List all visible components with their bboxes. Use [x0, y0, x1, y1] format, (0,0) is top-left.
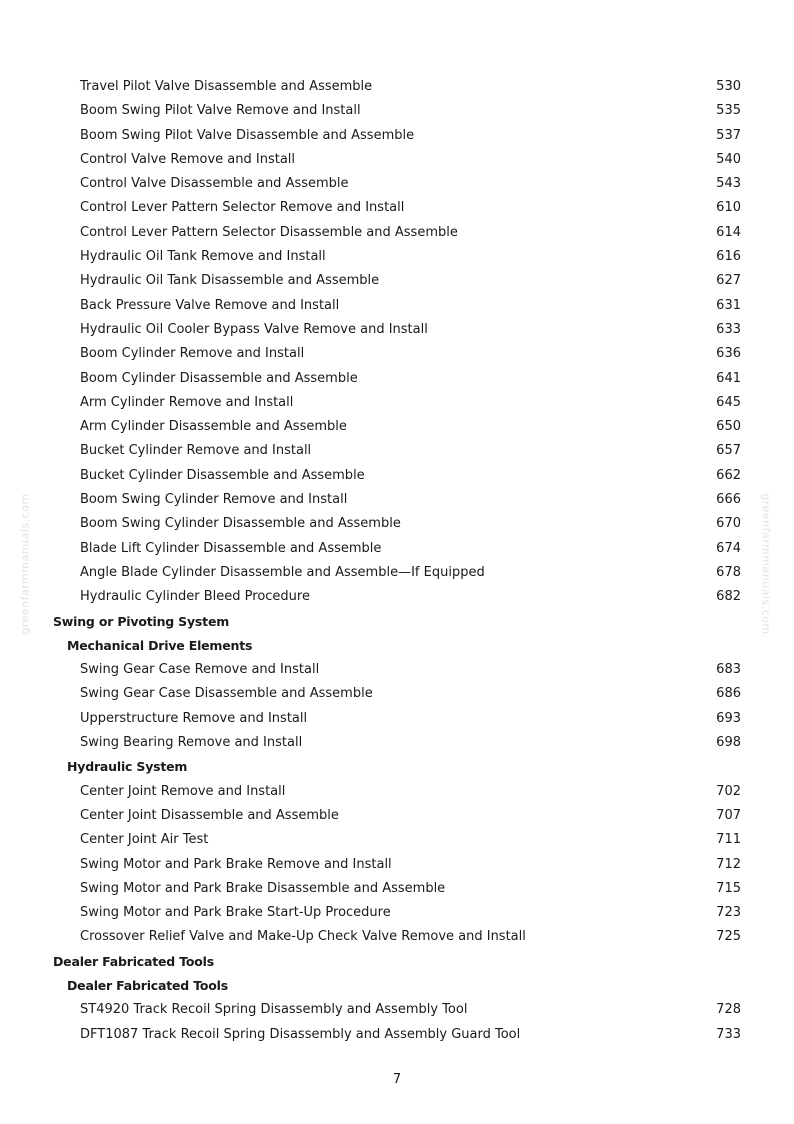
toc-entry[interactable]	[0, 367, 794, 391]
toc-entry-title: Center Joint Disassemble and Assemble	[80, 807, 339, 823]
toc-entry[interactable]	[0, 512, 794, 536]
toc-entry-title: Swing Gear Case Remove and Install	[80, 662, 320, 678]
toc-entry-page: 666	[716, 492, 741, 508]
toc-entry[interactable]	[0, 318, 794, 342]
toc-entry-page: 662	[716, 467, 741, 483]
toc-entry-page: 657	[716, 443, 741, 459]
toc-entry-title: Back Pressure Valve Remove and Install	[80, 297, 340, 313]
toc-entry-title: Bucket Cylinder Remove and Install	[80, 443, 312, 459]
toc-entry-title: Arm Cylinder Disassemble and Assemble	[80, 419, 347, 435]
toc-entry-page: 702	[716, 783, 741, 799]
toc-entry[interactable]	[0, 488, 794, 512]
watermark-right: greenfarmmanuals.com	[759, 493, 773, 635]
toc-entry-title: Upperstructure Remove and Install	[80, 710, 308, 726]
toc-entry-title: Control Lever Pattern Selector Disassemble and Assemble	[80, 224, 458, 240]
toc-entry[interactable]	[0, 342, 794, 366]
toc-subsection-heading[interactable]	[0, 755, 794, 779]
toc-entry[interactable]	[0, 415, 794, 439]
toc-entry[interactable]	[0, 731, 794, 755]
toc-entry-page: 712	[716, 856, 741, 872]
toc-entry[interactable]	[0, 294, 794, 318]
toc-entry[interactable]	[0, 828, 794, 852]
toc-entry-page: 733	[716, 1026, 741, 1042]
toc-entry-title: Angle Blade Cylinder Disassemble and Assemble—If Equipped	[80, 564, 485, 580]
toc-entry-title: Boom Swing Cylinder Remove and Install	[80, 492, 348, 508]
toc-entry[interactable]	[0, 196, 794, 220]
toc-entry[interactable]	[0, 658, 794, 682]
toc-entry-page: 723	[716, 905, 741, 921]
toc-entry-title: Swing Motor and Park Brake Start-Up Procedure	[80, 905, 391, 921]
toc-entry-page: 645	[716, 394, 741, 410]
toc-entry-title: Swing Motor and Park Brake Remove and Install	[80, 856, 392, 872]
toc-entry-page: 683	[716, 662, 741, 678]
toc-entry-page: 540	[716, 151, 741, 167]
toc-entry-title: Center Joint Air Test	[80, 832, 209, 848]
toc-entry-title: Center Joint Remove and Install	[80, 783, 286, 799]
toc-entry-title: Boom Cylinder Remove and Install	[80, 346, 305, 362]
toc-entry-page: 530	[716, 79, 741, 94]
toc-entry-page: 711	[716, 832, 741, 848]
toc-subsection-heading[interactable]	[0, 974, 794, 998]
toc-entry-page: 674	[716, 540, 741, 556]
toc-entry-title: Control Lever Pattern Selector Remove and Install	[80, 200, 405, 216]
table-of-contents	[0, 75, 794, 1047]
toc-entry-title: Hydraulic Oil Tank Disassemble and Assemble	[80, 273, 380, 289]
toc-entry-title: Control Valve Remove and Install	[80, 151, 296, 167]
toc-entry-title: Boom Cylinder Disassemble and Assemble	[80, 370, 358, 386]
toc-entry-title: Swing Gear Case Disassemble and Assemble	[80, 686, 373, 702]
toc-entry-page: 686	[716, 686, 741, 702]
toc-entry[interactable]	[0, 925, 794, 949]
toc-entry-title: Swing Bearing Remove and Install	[80, 735, 303, 751]
toc-entry-page: 698	[716, 735, 741, 751]
toc-entry-title: Control Valve Disassemble and Assemble	[80, 176, 349, 192]
toc-entry[interactable]	[0, 877, 794, 901]
toc-entry-page: 725	[716, 929, 741, 945]
toc-entry[interactable]	[0, 901, 794, 925]
toc-entry-title: Dealer Fabricated Tools	[53, 953, 214, 969]
toc-entry[interactable]	[0, 853, 794, 877]
toc-entry[interactable]	[0, 391, 794, 415]
toc-entry[interactable]	[0, 439, 794, 463]
toc-entry-title: Blade Lift Cylinder Disassemble and Assemble	[80, 540, 382, 556]
toc-entry-title: Hydraulic Oil Tank Remove and Install	[80, 249, 326, 265]
toc-entry-title: Boom Swing Pilot Valve Remove and Install	[80, 103, 361, 119]
toc-entry[interactable]	[0, 148, 794, 172]
toc-entry[interactable]	[0, 804, 794, 828]
toc-entry[interactable]	[0, 464, 794, 488]
toc-entry-title: Boom Swing Cylinder Disassemble and Assemble	[80, 516, 401, 532]
toc-entry-page: 707	[716, 807, 741, 823]
toc-entry[interactable]	[0, 537, 794, 561]
toc-entry-title: Dealer Fabricated Tools	[67, 977, 228, 993]
toc-entry[interactable]	[0, 682, 794, 706]
toc-entry-page: 535	[716, 103, 741, 119]
toc-entry-title: Swing Motor and Park Brake Disassemble and Assemble	[80, 880, 446, 896]
toc-entry-page: 614	[716, 224, 741, 240]
toc-entry[interactable]	[0, 245, 794, 269]
toc-entry-title: Swing or Pivoting System	[53, 613, 230, 629]
page-number: 7	[392, 1072, 402, 1087]
toc-entry-page: 633	[716, 321, 741, 337]
toc-entry-title: Mechanical Drive Elements	[67, 637, 253, 653]
toc-entry-title: Hydraulic Cylinder Bleed Procedure	[80, 589, 310, 605]
toc-entry-page: 715	[716, 880, 741, 896]
toc-entry-page: 636	[716, 346, 741, 362]
toc-entry-title: Boom Swing Pilot Valve Disassemble and Assemble	[80, 127, 415, 143]
toc-entry-page: 610	[716, 200, 741, 216]
toc-subsection-heading[interactable]	[0, 634, 794, 658]
toc-entry-title: DFT1087 Track Recoil Spring Disassembly and Assembly Guard Tool	[80, 1026, 521, 1042]
toc-entry-title: Crossover Relief Valve and Make-Up Check Valve Remove and Install	[80, 929, 526, 945]
toc-entry-page: 627	[716, 273, 741, 289]
toc-entry-page: 543	[716, 176, 741, 192]
watermark-left: greenfarmmanuals.com	[18, 493, 32, 635]
toc-section-heading[interactable]	[0, 950, 794, 974]
toc-entry-page: 650	[716, 419, 741, 435]
toc-entry[interactable]	[0, 124, 794, 148]
toc-entry[interactable]	[0, 1023, 794, 1047]
toc-entry[interactable]	[0, 707, 794, 731]
toc-entry-title: Hydraulic System	[67, 759, 188, 775]
toc-entry[interactable]	[0, 99, 794, 123]
toc-entry[interactable]	[0, 585, 794, 609]
toc-entry-title: Bucket Cylinder Disassemble and Assemble	[80, 467, 365, 483]
toc-entry-title: Hydraulic Oil Cooler Bypass Valve Remove and Install	[80, 321, 428, 337]
toc-entry-title: Arm Cylinder Remove and Install	[80, 394, 294, 410]
toc-entry[interactable]	[0, 172, 794, 196]
toc-entry-page: 728	[716, 1002, 741, 1018]
toc-entry[interactable]	[0, 269, 794, 293]
toc-entry-page: 631	[716, 297, 741, 313]
toc-entry[interactable]	[0, 998, 794, 1022]
toc-entry-page: 537	[716, 127, 741, 143]
toc-entry-page: 682	[716, 589, 741, 605]
toc-entry-page: 693	[716, 710, 741, 726]
toc-entry-title: ST4920 Track Recoil Spring Disassembly and Assembly Tool	[80, 1002, 468, 1018]
toc-entry-page: 641	[716, 370, 741, 386]
toc-entry-page: 678	[716, 564, 741, 580]
toc-entry[interactable]	[0, 561, 794, 585]
toc-entry-title: Travel Pilot Valve Disassemble and Assemble	[80, 79, 373, 94]
toc-entry[interactable]	[0, 780, 794, 804]
toc-entry[interactable]	[0, 75, 794, 99]
toc-entry[interactable]	[0, 221, 794, 245]
toc-entry-page: 670	[716, 516, 741, 532]
toc-section-heading[interactable]	[0, 610, 794, 634]
toc-entry-page: 616	[716, 249, 741, 265]
